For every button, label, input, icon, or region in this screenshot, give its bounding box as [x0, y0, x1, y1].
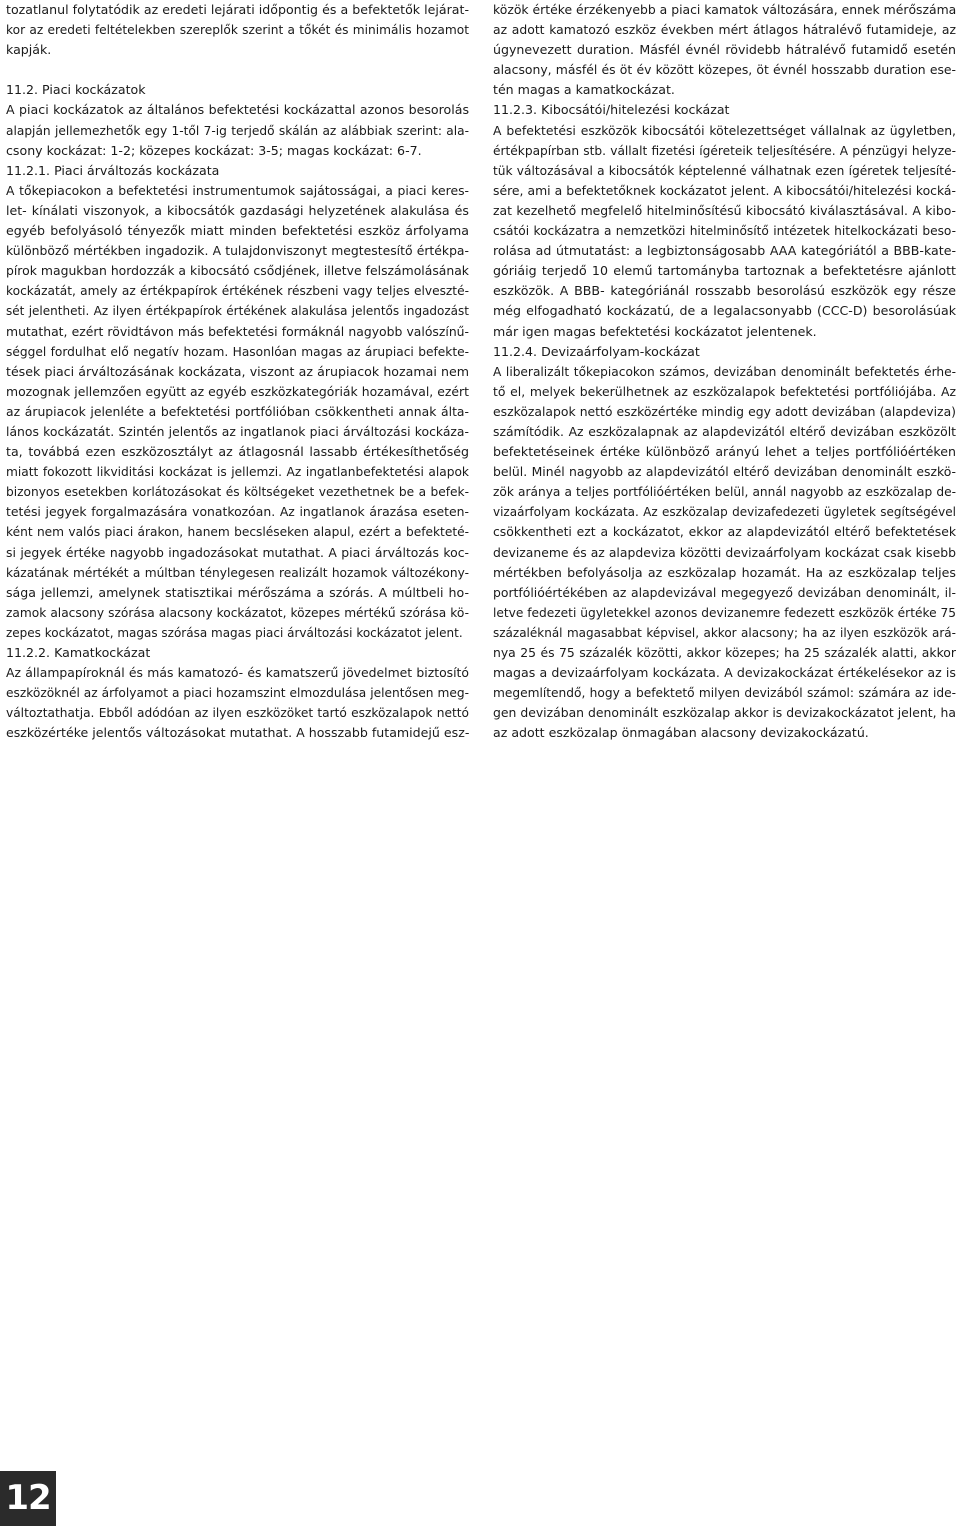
text-line: alacsony, másfél és öt év között közepes, öt évnél hosszabb duration ese-: [493, 62, 956, 78]
text-line: kapják.: [6, 42, 52, 58]
text-line: miatt fokozott likviditási kockázat is jellemzi. Az ingatlanbefektetési alapok: [6, 465, 469, 480]
text-line: tetési jegyek forgalmazására vonatkozóan. Az ingatlanok árazása eseten-: [6, 504, 469, 520]
section-heading-11-2-3: 11.2.3. Kibocsátói/hitelezési kockázat: [493, 102, 730, 118]
section-heading-11-2: 11.2. Piaci kockázatok: [6, 82, 146, 98]
text-line: zamok alacsony szórása alacsony kockázatot, közepes mértékű szórása kö-: [6, 605, 469, 620]
text-line: lános kockázatát. Szintén jelentős az ingatlanok piaci árváltozási kockáza-: [6, 423, 469, 439]
text-line: vizaárfolyam kockázata. Az eszközalap devizafedezeti ügyletek segítségével: [493, 505, 956, 520]
text-line: tozatlanul folytatódik az eredeti lejárati időpontig és a befektetők lejárat-: [6, 2, 469, 17]
text-line: az adott kamatozó eszköz években mért átlagos hátralévő futamideje, az: [493, 22, 956, 38]
text-line: Az állampapíroknál és más kamatozó- és kamatszerű jövedelmet biztosító: [6, 665, 469, 681]
text-line: eszközértéke jelentős változásokat mutathat. A hosszabb futamidejű esz-: [6, 725, 470, 741]
text-line: rolása ad útmutatást: a legbiztonságosabb AAA kategóriától a BBB-kate-: [493, 243, 956, 259]
text-line: kázatának mértékét a múltban ténylegesen realizált hozamok változékony-: [6, 565, 469, 580]
text-line: magas a devizaárfolyam kockázata. A devizakockázat értékelésekor az is: [493, 665, 956, 681]
text-line: már igen magas befektetési kockázatot jelentenek.: [493, 323, 817, 339]
text-line: let- kínálati viszonyok, a kibocsátók gazdasági helyzetének alakulása és: [6, 202, 469, 218]
right-column: [493, 0, 956, 743]
left-column: [6, 0, 469, 743]
text-line: tő el, melyek bekerülhetnek az eszközalapok befektetési portfóliójába. Az: [493, 383, 956, 399]
text-line: úgynevezett duration. Másfél évnél rövidebb hátralévő futamidő esetén: [493, 42, 956, 58]
text-line: százaléknál magasabbat képvisel, akkor alacsony; ha az ilyen eszközök ará-: [493, 625, 956, 640]
text-line: zepes kockázatot, magas szórása magas piaci árváltozási kockázatot jelent.: [6, 625, 463, 640]
text-line: A piaci kockázatok az általános befektetési kockázattal azonos besorolás: [6, 102, 469, 118]
text-line: zat kezelhető megfelelő hitelminősítésű kibocsátó kiválasztásával. A kibo-: [493, 202, 956, 218]
text-line: kor az eredeti feltételekben szereplők szerint a tőkét és minimális hozamot: [6, 23, 469, 38]
section-heading-11-2-2: 11.2.2. Kamatkockázat: [6, 645, 151, 660]
intro-paragraph: [6, 0, 469, 60]
text-line: A tőkepiacokon a befektetési instrumentumok sajátosságai, a piaci keres-: [6, 182, 469, 198]
text-line: megemlítendő, hogy a befektető milyen devizából számol: számára az ide-: [493, 686, 956, 701]
text-line: eszközök. A BBB- kategóriánál rosszabb besorolású eszközök egy része: [493, 283, 956, 299]
paragraph-11-2-4: [493, 362, 956, 744]
text-line: még elfogadható kockázatú, de a legalacsonyabb (CCC-D) besorolásúak: [493, 303, 956, 319]
paragraph-11-2-3: [493, 121, 956, 342]
text-line: gen devizában denominált eszközalap akkor is devizakockázatot jelent, ha: [493, 705, 956, 721]
text-line: góriáig terjedő 10 elemű tartományba tartoznak a befektetésre ajánlott: [493, 263, 956, 279]
text-line: nya 25 és 75 százalék közötti, akkor közepes; ha 25 százalék alatti, akkor: [493, 645, 956, 660]
text-line: sága jellemzi, amelynek statisztikai mérőszáma a szórás. A múltbeli ho-: [6, 584, 469, 600]
text-line: sét jelentheti. Az ilyen értékpapírok értékének alakulása jelentős ingadozást: [6, 304, 469, 319]
text-line: A befektetési eszközök kibocsátói kötelezettséget vállalnak az ügyletben,: [493, 122, 956, 138]
text-line: különböző mértékben ingadozik. A tulajdonviszonyt megtestesítő értékpa-: [6, 243, 469, 259]
text-line: változtathatja. Ebből adódóan az ilyen eszközöket tartó eszközalapok nettó: [6, 706, 469, 721]
text-line: ként nem valós piaci árakon, hanem becsléseken alapul, ezért a befekteté-: [6, 525, 469, 540]
text-line: eszközöknél az árfolyamot a piaci hozamszint elmozdulása jelentősen meg-: [6, 686, 469, 701]
text-line: egyéb befolyásoló tényezők miatt minden befektetési eszköz árfolyama: [6, 223, 469, 239]
text-line: sére, ami a befektetőknek kockázatot jelent. A kibocsátói/hitelezési kocká-: [493, 182, 956, 198]
text-line: közök értéke érzékenyebb a piaci kamatok változására, ennek mérőszáma: [493, 2, 957, 17]
text-line: tések piaci árváltozásának kockázata, viszont az árupiacok hozamai nem: [6, 363, 469, 379]
text-line: tén magas a kamatkockázat.: [493, 82, 675, 98]
text-line: eszközalapok nettó eszközértéke mindig egy adott devizában (alapdeviza): [493, 403, 956, 419]
text-line: pírok magukban hordozzák a kibocsátó csődjének, illetve felszámolásának: [6, 263, 469, 279]
text-line: számítódik. Az eszközalapnak az alapdevizától eltérő devizában eszközölt: [493, 423, 956, 439]
page-number-box: [0, 1471, 56, 1526]
text-line: csony kockázat: 1-2; közepes kockázat: 3-5; magas kockázat: 6-7.: [6, 142, 422, 158]
text-line: letve fedezeti ügyletekkel azonos devizanemre fedezett eszközök értéke 75: [493, 605, 956, 620]
text-line: alapján jellemezhetők egy 1-től 7-ig terjedő skálán az alábbiak szerint: ala-: [6, 123, 469, 138]
paragraph-gap: [6, 60, 469, 80]
text-line: az árupiacok jelenléte a befektetési portfólióban csökkentheti annak álta-: [6, 403, 469, 419]
text-line: devizaneme és az alapdeviza közötti devizaárfolyam kockázat csak kisebb: [493, 544, 956, 560]
text-line: mutathat, ezért rövidtávon más befektetési formáknál nagyobb valószínű-: [6, 323, 469, 339]
page-number: 12: [5, 1478, 51, 1518]
text-line: séggel fordulhat elő negatív hozam. Hasonlóan magas az árupiaci befekte-: [6, 344, 469, 359]
paragraph-11-2-2: [6, 663, 469, 743]
text-line: értékpapírban stb. vállalt fizetési ígéreteik teljesítésére. A pénzügyi helyze-: [493, 143, 956, 158]
continuation-paragraph: [493, 0, 956, 100]
text-line: befektetéseinek értéke különböző arányú lehet a teljes portfólióértéken: [493, 444, 956, 460]
section-heading-11-2-4: 11.2.4. Devizaárfolyam-kockázat: [493, 343, 700, 359]
text-line: portfólióértékében az alapdevizával megegyező devizában denominált, il-: [493, 584, 956, 600]
section-heading-11-2-1: 11.2.1. Piaci árváltozás kockázata: [6, 162, 220, 178]
text-line: A liberalizált tőkepiacokon számos, devizában denominált befektetés érhe-: [493, 364, 956, 379]
text-line: csátói kockázatra a nemzetközi hitelminősítő intézetek hitelkockázati beso-: [493, 224, 956, 239]
text-line: belül. Minél nagyobb az alapdevizától eltérő devizában denominált eszkö-: [493, 464, 956, 480]
text-line: az adott eszközalap önmagában alacsony devizakockázatú.: [493, 725, 869, 741]
text-line: bizonyos esetekben korlátozásokat és költségeket vezethetnek be a befek-: [6, 485, 469, 500]
text-line: zök aránya a teljes portfólióértéken belül, annál nagyobb az eszközalap de-: [493, 485, 956, 500]
text-line: kockázatát, amely az értékpapírok értékének részbeni vagy teljes elveszté-: [6, 284, 469, 299]
text-line: tük változásával a kibocsátók képtelenné válhatnak ezen ígéretek teljesíté-: [493, 163, 956, 178]
paragraph-11-2: [6, 100, 469, 160]
text-line: mértékben befolyásolja az eszközalap hozamát. Ha az eszközalap teljes: [493, 564, 956, 580]
paragraph-11-2-1: [6, 181, 469, 643]
text-line: ta, továbbá ezen eszközosztályt az átlagosnál lassabb értékesíthetőség: [6, 444, 469, 460]
text-line: mozognak jellemzően együtt az egyéb eszközkategóriák hozamával, ezért: [6, 383, 469, 399]
text-line: csökkentheti ezt a kockázatot, ekkor az alapdevizától eltérő befektetések: [493, 524, 956, 540]
text-line: si jegyek értéke nagyobb ingadozásokat mutathat. A piaci árváltozás koc-: [6, 544, 469, 560]
